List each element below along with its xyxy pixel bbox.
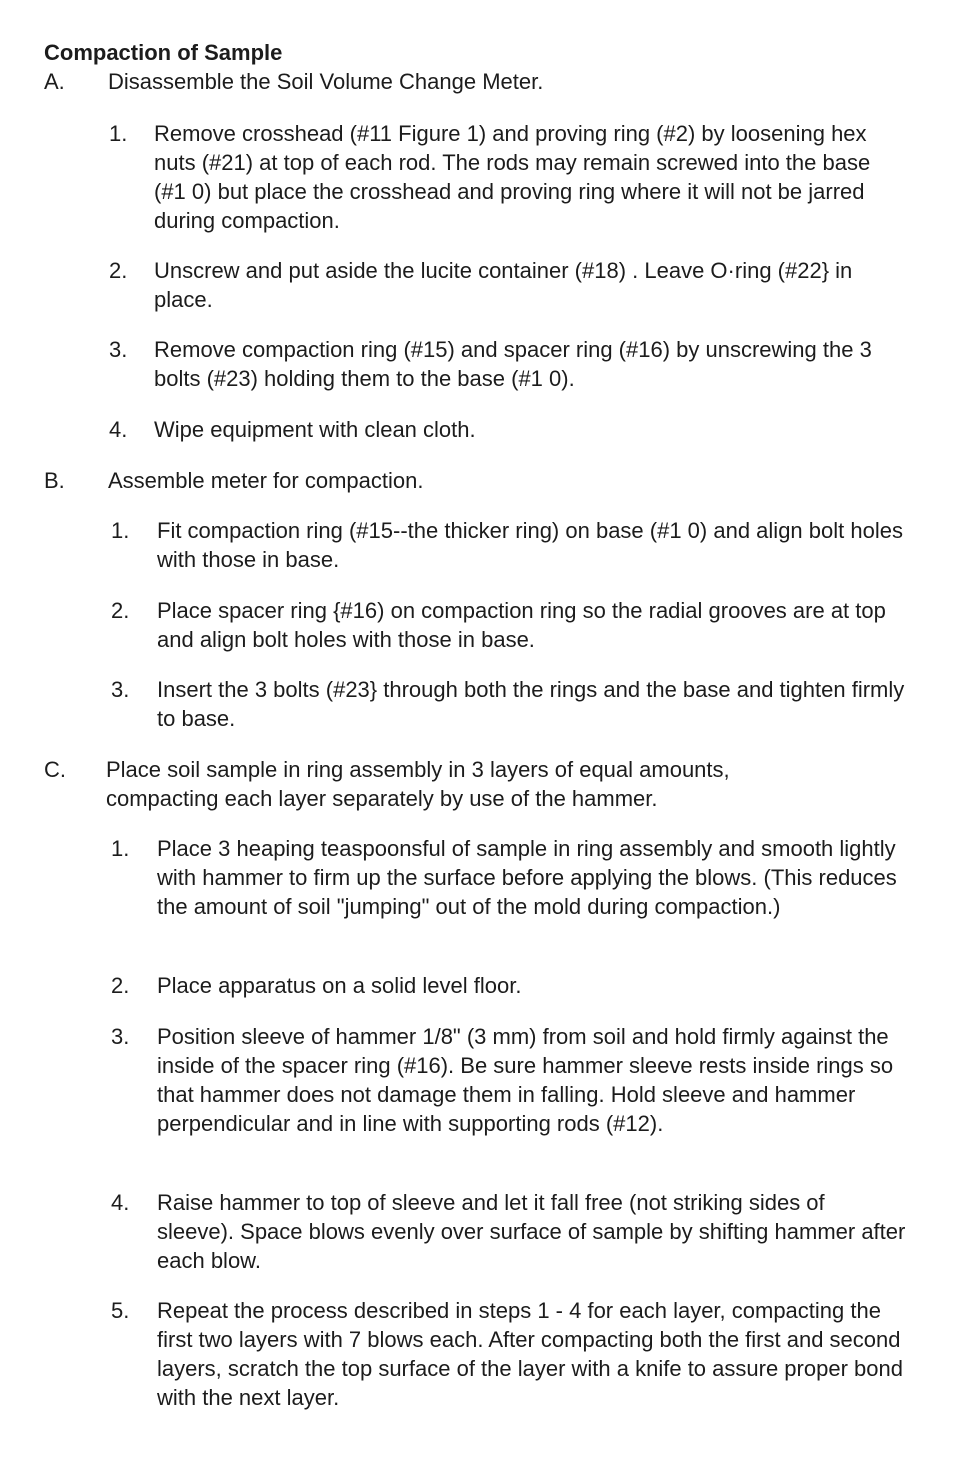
- item-text: Place apparatus on a solid level floor.: [157, 973, 522, 998]
- page-title: Compaction of Sample: [44, 40, 283, 65]
- item-text: Unscrew and put aside the lucite container (#18) . Leave O·ring (#22} in place.: [154, 258, 853, 312]
- item-number: 3.: [111, 677, 130, 702]
- item-text: Insert the 3 bolts (#23} through both the rings and the base and tighten firmly to base.: [157, 677, 905, 731]
- item-number: 4.: [111, 1190, 130, 1215]
- item-text: Remove crosshead (#11 Figure 1) and proving ring (#2) by loosening hex nuts (#21) at top of each rod. The rods may remain screwed into the base (#1 0) but place the crosshead and proving ring where it will not be jarred during compaction.: [154, 121, 871, 233]
- item-text: Fit compaction ring (#15--the thicker ring) on base (#1 0) and align bolt holes with those in base.: [157, 518, 903, 572]
- item-number: 3.: [111, 1024, 130, 1049]
- item-number: 5.: [111, 1298, 130, 1323]
- item-number: 4.: [109, 417, 128, 442]
- item-number: 1.: [109, 121, 128, 146]
- section-heading-text: Assemble meter for compaction.: [108, 468, 424, 493]
- item-text: Position sleeve of hammer 1/8" (3 mm) from soil and hold firmly against the inside of the spacer ring (#16). Be sure hammer sleeve rests inside rings so that hammer does not damage them in falling. Hold sleeve and hammer perpendicular and in line with supporting rods (#12).: [157, 1024, 894, 1136]
- item-text: Place spacer ring {#16) on compaction ring so the radial grooves are at top and align bolt holes with those in base.: [157, 598, 886, 652]
- section-letter: A.: [44, 69, 65, 94]
- item-number: 2.: [111, 973, 130, 998]
- section-letter: B.: [44, 468, 65, 493]
- item-text: Repeat the process described in steps 1 - 4 for each layer, compacting the first two layers with 7 blows each. After compacting both the first and second layers, scratch the top surface of the layer with a knife to assure proper bond with the next layer.: [157, 1298, 903, 1410]
- item-number: 1.: [111, 518, 130, 543]
- section-heading-text: Place soil sample in ring assembly in 3 layers of equal amounts, compacting each layer separately by use of the hammer.: [106, 757, 730, 811]
- item-number: 3.: [109, 337, 128, 362]
- item-text: Remove compaction ring (#15) and spacer ring (#16) by unscrewing the 3 bolts (#23) holding them to the base (#1 0).: [154, 337, 872, 391]
- item-number: 2.: [111, 598, 130, 623]
- item-text: Place 3 heaping teaspoonsful of sample in ring assembly and smooth lightly with hammer to firm up the surface before applying the blows. (This reduces the amount of soil "jumping" out of the mold during compaction.): [157, 836, 897, 919]
- section-letter: C.: [44, 757, 66, 782]
- item-number: 1.: [111, 836, 130, 861]
- section-heading-text: Disassemble the Soil Volume Change Meter.: [108, 69, 544, 94]
- item-number: 2.: [109, 258, 128, 283]
- item-text: Wipe equipment with clean cloth.: [154, 417, 476, 442]
- item-text: Raise hammer to top of sleeve and let it fall free (not striking sides of sleeve). Space blows evenly over surface of sample by shifting hammer after each blow.: [157, 1190, 906, 1273]
